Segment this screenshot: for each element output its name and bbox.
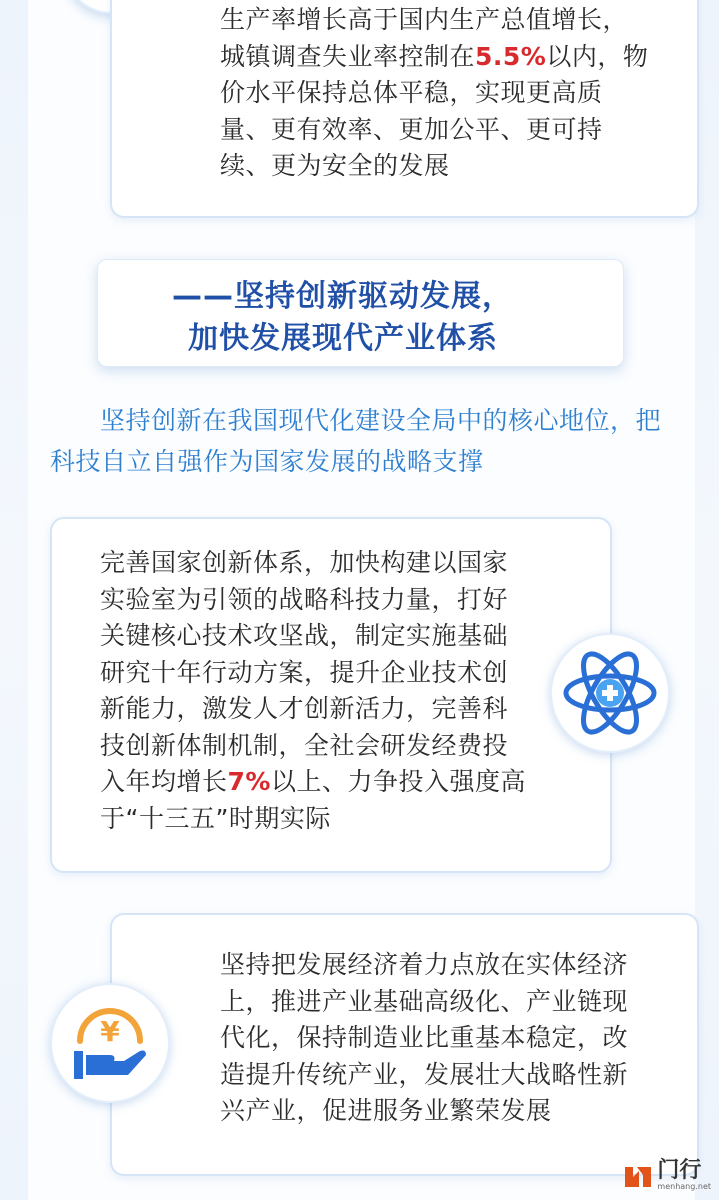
watermark bbox=[623, 1160, 711, 1192]
text-line: 于“十三五”时期实际 bbox=[100, 803, 331, 833]
text-line: 入年均增长7%以上、力争投入强度高 bbox=[100, 767, 526, 796]
text-line: 技创新体制机制，全社会研发经费投 bbox=[100, 730, 509, 760]
section-heading-line-2: 加快发展现代产业体系 bbox=[188, 321, 498, 356]
intro-line-1: 坚持创新在我国现代化建设全局中的核心地位，把 bbox=[100, 406, 662, 435]
text-line: 上，推进产业基础高级化、产业链现 bbox=[220, 986, 629, 1016]
yen-hand-icon bbox=[52, 985, 168, 1101]
yen-glyph: ¥ bbox=[100, 1015, 120, 1048]
text-line: 兴产业，促进服务业繁荣发展 bbox=[220, 1096, 552, 1125]
section-intro bbox=[50, 400, 690, 482]
intro-line-2: 科技自立自强作为国家发展的战略支撑 bbox=[50, 447, 484, 476]
text-line: 实验室为引领的战略科技力量，打好 bbox=[100, 584, 509, 614]
watermark-text: 门行 bbox=[657, 1158, 702, 1183]
text-line: 坚持把发展经济着力点放在实体经济 bbox=[220, 950, 629, 979]
logo-icon bbox=[623, 1163, 653, 1189]
text-line: 城镇调查失业率控制在5.5%以内，物 bbox=[220, 41, 649, 71]
atom-icon-circle bbox=[550, 633, 670, 753]
unemployment-rate-highlight: 5.5% bbox=[475, 41, 547, 71]
innovation-card-text bbox=[100, 545, 540, 837]
text-line: 量、更有效率、更加公平、更可持 bbox=[220, 114, 603, 144]
yen-hand-icon-circle bbox=[50, 983, 170, 1103]
text-line: 代化，保持制造业比重基本稳定，改 bbox=[220, 1023, 629, 1052]
text-line: 价水平保持总体平稳，实现更高质 bbox=[220, 78, 603, 107]
rd-growth-highlight: 7% bbox=[227, 767, 271, 796]
text-line: 新能力，激发人才创新活力，完善科 bbox=[100, 694, 509, 723]
text-line: 完善国家创新体系，加快构建以国家 bbox=[100, 548, 509, 577]
watermark-domain: menhang.net bbox=[657, 1182, 711, 1191]
text-line: 研究十年行动方案，提升企业技术创 bbox=[100, 657, 509, 687]
atom-icon bbox=[552, 635, 668, 751]
section-heading-line-1: ——坚持创新驱动发展， bbox=[172, 279, 513, 314]
text-line: 造提升传统产业，发展壮大战略性新 bbox=[220, 1059, 629, 1089]
text-line: 关键核心技术攻坚战，制定实施基础 bbox=[100, 621, 509, 650]
text-line: 续、更为安全的发展 bbox=[220, 151, 450, 180]
target-card-text bbox=[220, 2, 680, 185]
real-economy-card-text bbox=[220, 947, 660, 1130]
text-line: 生产率增长高于国内生产总值增长， bbox=[220, 5, 629, 34]
